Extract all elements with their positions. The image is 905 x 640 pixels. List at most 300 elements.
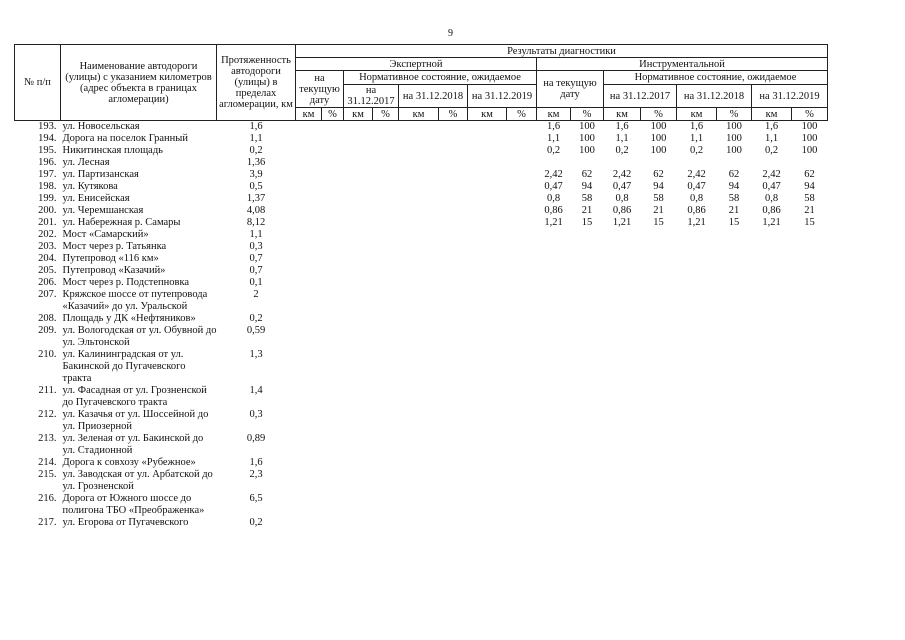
expert-cell [322,289,344,313]
table-row [15,241,828,253]
instr-pct-cell [792,289,828,313]
expert-cell [439,217,468,229]
row-number: 198. [38,181,57,192]
instr-km-cell: 0,8 [615,193,629,204]
expert-cell [468,409,507,433]
expert-cell [322,349,344,385]
expert-cell [296,229,322,241]
unit-km-header: км [604,108,641,121]
road-name: ул. Вологодская от ул. Обувной до ул. Эльтонской [62,325,217,348]
instr-pct-cell [641,385,677,409]
instr-km-cell: 0,8 [764,193,779,204]
expert-cell [296,193,322,205]
instr-pct-cell [792,157,828,169]
instr-pct-cell [641,265,677,277]
expert-cell [322,193,344,205]
table-row [15,157,828,169]
instr-pct-cell [717,313,752,325]
instr-km-cell [677,277,717,289]
instr-pct-cell [641,253,677,265]
expert-cell [322,205,344,217]
instr-pct-cell [571,265,604,277]
expert-cell [399,349,439,385]
unit-km-header: км [677,108,717,121]
instr-km-cell: 1,1 [546,133,561,144]
expert-cell [507,433,537,457]
expert-cell [344,181,373,193]
instr-km-cell: 1,21 [687,217,706,228]
expert-cell [507,145,537,157]
row-number: 194. [38,133,57,144]
instr-km-cell [604,349,641,385]
expert-cell [399,265,439,277]
road-name: Дорога на поселок Гранный [62,133,188,144]
expert-cell [468,253,507,265]
expert-cell [507,169,537,181]
instr-km-cell [752,253,792,265]
expert-cell [468,241,507,253]
instr-pct-cell [792,349,828,385]
expert-cell [296,457,322,469]
instr-km-cell [677,457,717,469]
road-length: 0,1 [249,277,263,288]
expert-cell [468,217,507,229]
road-length: 3,9 [249,169,263,180]
expert-cell [322,133,344,145]
expert-cell [344,217,373,229]
expert-cell [439,205,468,217]
instr-km-cell: 1,1 [615,133,629,144]
instr-pct-cell: 15 [804,217,815,228]
expert-cell [344,409,373,433]
expert-cell [373,145,399,157]
table-row [15,385,828,409]
instr-pct-cell [717,349,752,385]
instr-pct-cell [641,241,677,253]
unit-km-header: км [752,108,792,121]
expert-cell [322,181,344,193]
instr-km-cell [752,289,792,313]
instr-pct-cell [792,385,828,409]
expert-cell [344,229,373,241]
instr-km-cell [752,241,792,253]
expert-cell [296,157,322,169]
instr-pct-cell [792,241,828,253]
instr-km-cell: 1,21 [762,217,781,228]
expert-cell [507,469,537,493]
row-number: 214. [38,457,57,468]
instr-pct-cell [717,325,752,349]
row-number: 205. [38,265,57,276]
expert-cell [322,217,344,229]
instr-km-cell: 0,86 [612,205,632,216]
expert-cell [373,133,399,145]
expert-cell [296,469,322,493]
instr-pct-cell: 100 [801,121,818,132]
instr-pct-cell [571,289,604,313]
expert-cell [296,181,322,193]
expert-cell [373,433,399,457]
expert-cell [439,241,468,253]
road-name: ул. Енисейская [62,193,130,204]
instr-pct-cell [641,229,677,241]
expert-cell [296,277,322,289]
instr-km-cell [752,277,792,289]
unit-pct-header: % [571,108,604,121]
expert-cell [399,121,439,134]
expert-cell [373,313,399,325]
road-name: ул. Черемшанская [62,205,144,216]
expert-cell [439,349,468,385]
road-name: Путепровод «116 км» [62,253,159,264]
instr-km-cell: 2,42 [762,169,781,180]
expert-cell [296,409,322,433]
instr-km-cell [537,265,571,277]
expert-cell [344,433,373,457]
instr-km-cell [604,289,641,313]
instr-km-cell [537,325,571,349]
instr-km-cell [677,157,717,169]
expert-cell [468,277,507,289]
expert-cell [399,289,439,313]
expert-cell [344,193,373,205]
instr-km-cell [752,313,792,325]
road-length: 0,3 [249,409,263,420]
expert-cell [439,181,468,193]
expert-cell [507,253,537,265]
table-row [15,289,828,313]
expert-2019-header: на 31.12.2019 [468,85,537,108]
instr-pct-cell [717,469,752,493]
instr-pct-cell: 100 [579,145,595,156]
expert-cell [468,169,507,181]
road-length: 8,12 [246,217,266,228]
expert-cell [399,325,439,349]
expert-cell [399,253,439,265]
expert-cell [399,433,439,457]
expert-cell [344,493,373,517]
road-name: Дорога к совхозу «Рубежное» [62,457,196,468]
road-length: 6,5 [249,493,263,504]
instr-pct-cell [717,241,752,253]
instr-km-cell [537,229,571,241]
instr-pct-cell [641,409,677,433]
instr-km-cell: 1,21 [544,217,563,228]
expert-cell [399,457,439,469]
expert-normative-header: Нормативное состояние, ожидаемое [344,71,537,85]
instr-km-cell [752,457,792,469]
instr-pct-cell [717,517,752,529]
instr-km-cell: 0,8 [689,193,704,204]
instr-km-cell: 0,47 [612,181,632,192]
instr-km-cell: 0,86 [687,205,706,216]
expert-cell [439,265,468,277]
instr-km-cell [752,385,792,409]
table-row [15,181,828,193]
instr-km-cell [537,349,571,385]
instr-pct-cell [641,493,677,517]
expert-cell [468,205,507,217]
instr-pct-cell [641,313,677,325]
instr-km-cell [604,385,641,409]
instr-km-cell [537,289,571,313]
instr-pct-cell [571,493,604,517]
row-number: 212. [38,409,57,420]
expert-cell [296,133,322,145]
expert-cell [373,253,399,265]
expert-cell [344,157,373,169]
expert-cell [322,457,344,469]
expert-cell [468,349,507,385]
instr-km-cell [752,469,792,493]
instr-pct-cell: 100 [726,133,742,144]
expert-cell [344,325,373,349]
expert-cell [296,265,322,277]
instr-km-cell [537,385,571,409]
road-length: 1,6 [249,121,263,132]
expert-cell [344,277,373,289]
expert-cell [468,229,507,241]
instr-normative-header: Нормативное состояние, ожидаемое [604,71,828,85]
expert-cell [507,289,537,313]
row-number: 202. [38,229,57,240]
expert-cell [322,385,344,409]
table-row [15,433,828,457]
expert-cell [507,121,537,134]
table-row [15,457,828,469]
expert-cell [507,493,537,517]
instr-km-cell [604,157,641,169]
expert-cell [373,409,399,433]
instr-km-cell: 1,6 [546,121,561,132]
instr-pct-cell [792,409,828,433]
road-length: 0,5 [249,181,263,192]
expert-cell [373,121,399,134]
instr-pct-cell: 100 [650,133,667,144]
instr-pct-cell [571,277,604,289]
instr-pct-cell [717,277,752,289]
expert-cell [468,181,507,193]
expert-cell [507,409,537,433]
expert-cell [507,217,537,229]
instr-pct-cell [792,265,828,277]
row-number: 201. [38,217,57,228]
expert-cell [296,325,322,349]
row-number: 197. [38,169,57,180]
instr-km-cell [677,313,717,325]
expert-cell [507,133,537,145]
expert-cell [373,217,399,229]
expert-cell [468,133,507,145]
expert-cell [322,325,344,349]
expert-cell [296,253,322,265]
road-name: ул. Новосельская [62,121,140,132]
expert-cell [296,205,322,217]
instr-pct-cell [571,469,604,493]
row-number: 203. [38,241,57,252]
expert-cell [507,241,537,253]
instr-km-cell [537,253,571,265]
unit-km-header: км [344,108,373,121]
unit-pct-header: % [507,108,537,121]
col-name-header: Наименование автодороги (улицы) с указанием километров (адрес объекта в границах агломерации) [61,45,217,121]
instr-km-cell [677,241,717,253]
expert-cell [507,229,537,241]
row-number: 215. [38,469,57,480]
expert-cell [399,145,439,157]
instr-pct-cell [641,325,677,349]
expert-cell [399,133,439,145]
road-name: ул. Кутякова [62,181,118,192]
instr-pct-cell [571,253,604,265]
road-name: ул. Казачья от ул. Шоссейной до ул. Приозерной [62,409,209,432]
expert-cell [373,277,399,289]
expert-cell [399,217,439,229]
unit-km-header: км [399,108,439,121]
table-row [15,409,828,433]
instr-km-cell [677,253,717,265]
expert-cell [439,133,468,145]
table-row [15,133,828,145]
row-number: 206. [38,277,57,288]
instr-km-cell [604,493,641,517]
road-name: Мост «Самарский» [62,229,149,240]
expert-cell [399,409,439,433]
instr-km-cell [677,385,717,409]
instr-pct-cell: 62 [653,169,664,180]
instr-pct-cell [641,517,677,529]
road-length: 0,2 [249,145,263,156]
expert-cell [439,169,468,181]
unit-pct-header: % [439,108,468,121]
instr-km-cell: 0,2 [689,145,704,156]
instr-km-cell: 0,47 [762,181,781,192]
expert-cell [439,289,468,313]
instr-km-cell [537,157,571,169]
instr-km-cell: 2,42 [544,169,563,180]
road-length: 0,59 [246,325,266,336]
instr-pct-cell: 15 [728,217,740,228]
instr-km-cell [752,493,792,517]
instr-pct-cell [792,313,828,325]
instrumental-header: Инструментальной [537,58,828,71]
row-number: 195. [38,145,57,156]
instr-km-cell [604,433,641,457]
instr-pct-cell [641,289,677,313]
instr-km-cell [537,517,571,529]
expert-2018-header: на 31.12.2018 [399,85,468,108]
instr-pct-cell [571,457,604,469]
instr-pct-cell [571,313,604,325]
expert-cell [439,385,468,409]
row-number: 217. [38,517,57,528]
expert-cell [507,277,537,289]
expert-cell [296,493,322,517]
expert-cell [399,193,439,205]
expert-cell [344,349,373,385]
instr-pct-cell [571,385,604,409]
instr-pct-cell [717,457,752,469]
instr-pct-cell [792,277,828,289]
road-length: 1,36 [246,157,266,168]
instr-km-cell [752,229,792,241]
row-number: 199. [38,193,57,204]
expert-cell [399,517,439,529]
expert-cell [373,205,399,217]
row-number: 200. [38,205,57,216]
expert-cell [373,229,399,241]
instr-pct-cell [792,229,828,241]
expert-cell [399,241,439,253]
instr-2019-header: на 31.12.2019 [752,85,828,108]
instr-pct-cell: 100 [726,145,742,156]
expert-cell [439,325,468,349]
expert-cell [468,517,507,529]
expert-cell [296,241,322,253]
expert-cell [439,469,468,493]
expert-cell [439,457,468,469]
instr-2017-header: на 31.12.2017 [604,85,677,108]
expert-cell [322,313,344,325]
instr-pct-cell: 100 [726,121,742,132]
instr-km-cell: 2,42 [687,169,706,180]
instr-km-cell [604,457,641,469]
expert-cell [344,313,373,325]
expert-cell [399,157,439,169]
instr-km-cell [604,517,641,529]
table-row [15,277,828,289]
expert-cell [399,229,439,241]
expert-cell [296,289,322,313]
instr-pct-cell [641,277,677,289]
expert-cell [399,385,439,409]
instr-pct-cell: 100 [579,121,595,132]
expert-cell [296,349,322,385]
expert-cell [439,493,468,517]
expert-cell [373,385,399,409]
unit-km-header: км [468,108,507,121]
table-row [15,217,828,229]
table-row [15,349,828,385]
instr-km-cell: 0,8 [546,193,561,204]
table-row [15,229,828,241]
instr-pct-cell: 94 [804,181,815,192]
instr-km-cell [537,277,571,289]
expert-cell [373,265,399,277]
instr-pct-cell: 100 [801,145,818,156]
expert-cell [296,121,322,134]
expert-cell [344,241,373,253]
instr-km-cell [677,493,717,517]
expert-cell [322,517,344,529]
expert-cell [322,433,344,457]
expert-cell [439,409,468,433]
instr-pct-cell [571,241,604,253]
road-length: 0,2 [249,313,263,324]
instr-km-cell [677,409,717,433]
expert-cell [399,313,439,325]
instr-pct-cell [641,157,677,169]
road-name: ул. Набережная р. Самары [62,217,181,228]
expert-cell [322,409,344,433]
instr-km-cell [752,517,792,529]
row-number: 207. [38,289,57,300]
road-length: 0,2 [249,517,263,528]
expert-cell [468,493,507,517]
instr-km-cell: 0,47 [687,181,706,192]
expert-cell [468,289,507,313]
instr-km-cell [537,241,571,253]
